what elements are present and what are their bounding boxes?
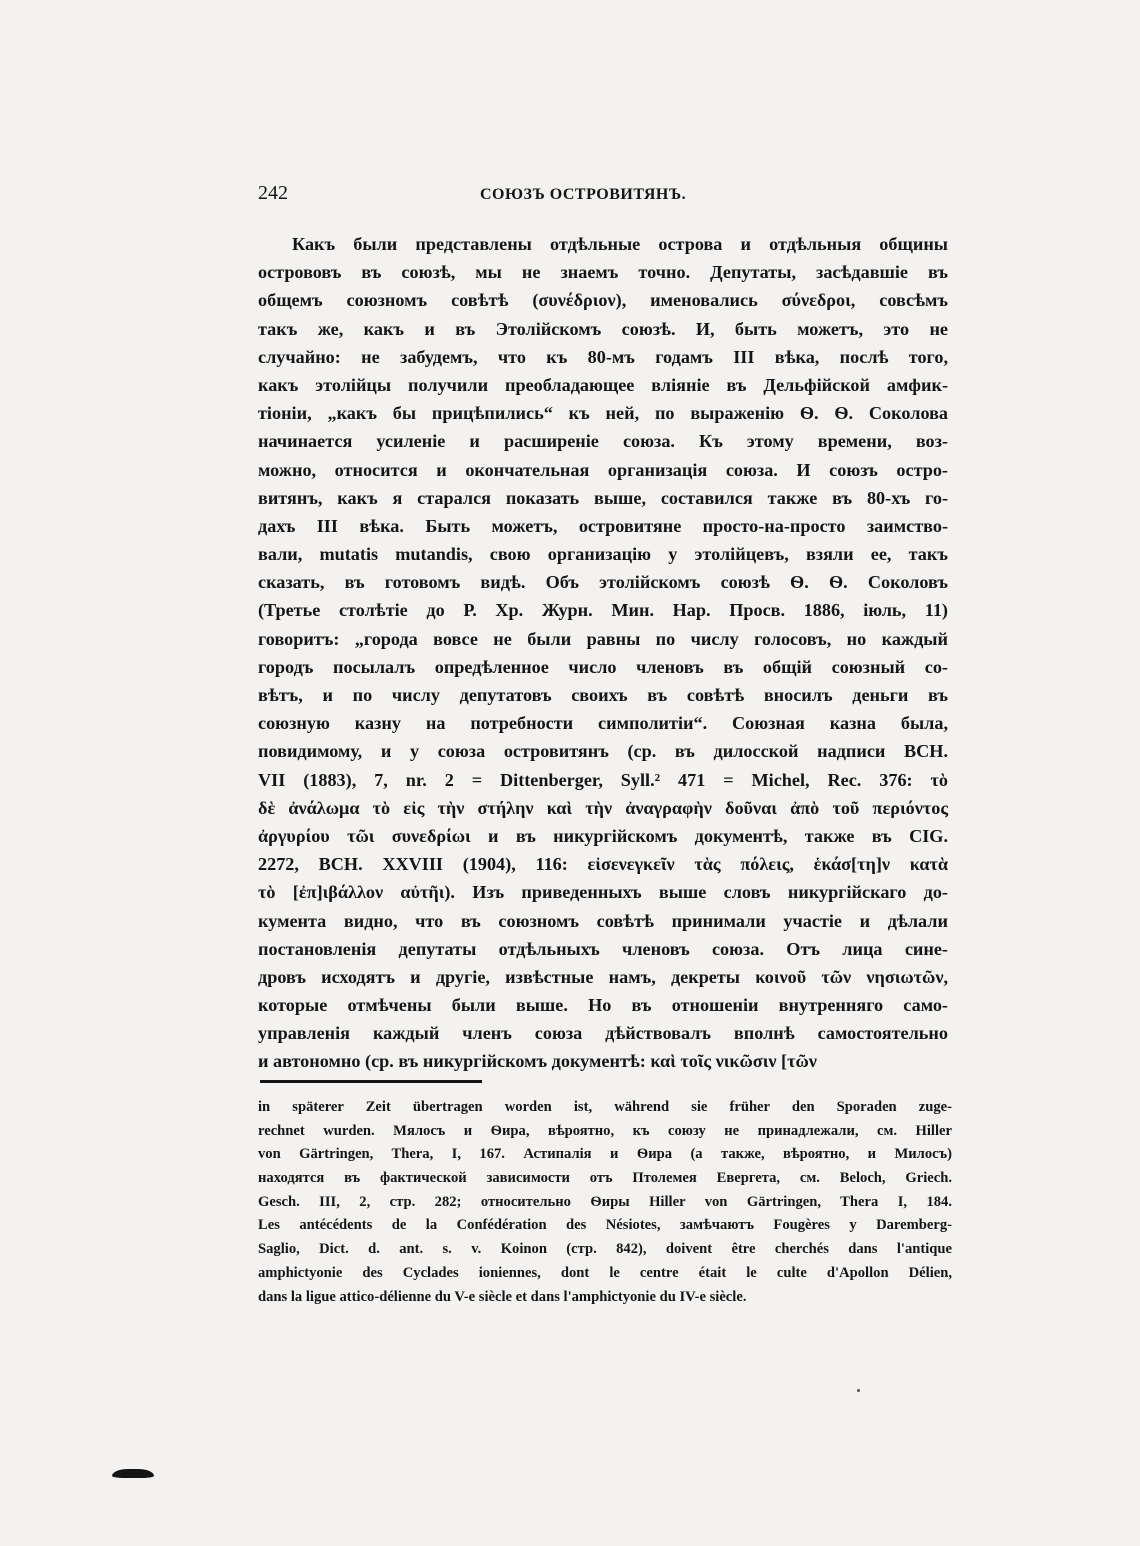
main-text-block <box>258 230 948 1076</box>
text-line: сказать, въ готовомъ видѣ. Объ этолійскомъ союзѣ Ѳ. Ѳ. Соколовъ <box>258 572 948 593</box>
text-line: τὸ [ἐπ]ιβάλλον αὐτῆι). Изъ приведенныхъ выше словъ никургійскаго до- <box>258 882 948 903</box>
text-line: городъ посылалъ опредѣленное число членовъ въ общій союзный со- <box>258 656 948 677</box>
footnote-line: von Gärtringen, Thera, I, 167. Астипалія и Ѳира (а также, вѣроятно, и Милосъ) <box>258 1146 952 1163</box>
text-line: начинается усиленіе и расширеніе союза. Къ этому времени, воз- <box>258 431 948 452</box>
text-line: повидимому, и у союза островитянъ (ср. въ дилосской надписи BCH. <box>258 741 948 762</box>
text-line: и автономно (ср. въ никургійскомъ документѣ: καὶ τοῖς νικῶσιν [τῶν <box>258 1051 817 1072</box>
text-line: какъ этолійцы получили преобладающее вліяніе въ Дельфійской амфик- <box>258 374 948 395</box>
text-line: тіоніи, „какъ бы прицѣпились“ къ ней, по выраженію Ѳ. Ѳ. Соколова <box>258 403 948 424</box>
page-number: 242 <box>258 182 288 204</box>
footnote-line: dans la ligue attico-délienne du V-e siècle et dans l'amphictyonie du IV-e siècle. <box>258 1288 747 1305</box>
footnote-block <box>258 1096 952 1309</box>
running-title: СОЮЗЪ ОСТРОВИТЯНЪ. <box>480 186 687 203</box>
footnote-line: находятся въ фактической зависимости отъ Птолемея Евергета, см. Beloch, Griech. <box>258 1170 952 1187</box>
text-line: витянъ, какъ я старался показать выше, составился также въ 80-хъ го- <box>258 487 948 508</box>
text-line: вѣтъ, и по числу депутатовъ своихъ въ совѣтѣ вносилъ деньги въ <box>258 685 948 705</box>
text-line: случайно: не забудемъ, что къ 80-мъ годамъ III вѣка, послѣ того, <box>258 346 948 367</box>
text-line: можно, относится и окончательная организація союза. И союзъ остро- <box>258 459 948 480</box>
text-line: Какъ были представлены отдѣльные острова и отдѣльныя общины <box>292 234 948 254</box>
footnote-line: Les antécédents de la Confédération des Nésiotes, замѣчаютъ Fougères y Daremberg- <box>258 1217 952 1234</box>
text-line: дахъ III вѣка. Быть можетъ, островитяне просто-на-просто заимство- <box>258 515 948 536</box>
text-line: ἀργυρίου τῶι συνεδρίωι и въ никургійскомъ документѣ, также въ CIG. <box>258 825 948 846</box>
text-line: кумента видно, что въ союзномъ совѣтѣ принимали участіе и дѣлали <box>258 910 948 931</box>
scan-speck <box>857 1389 860 1392</box>
text-line: управленія каждый членъ союза дѣйствовалъ вполнѣ самостоятельно <box>258 1023 948 1044</box>
text-line: дровъ исходятъ и другіе, извѣстные намъ, декреты κοινοῦ τῶν νησιωτῶν, <box>258 966 948 987</box>
text-line: 2272, BCH. XXVIII (1904), 116: εἰσενεγκεῖν τὰς πόλεις, ἑκάσ[τη]ν κατὰ <box>258 854 948 875</box>
footnote-line: Saglio, Dict. d. ant. s. v. Koinon (стр. 842), doivent être cherchés dans l'antique <box>258 1241 952 1258</box>
footnote-line: Gesch. III, 2, стр. 282; относительно Ѳиры Hiller von Gärtringen, Thera I, 184. <box>258 1193 952 1210</box>
footnote-line: amphictyonie des Cyclades ioniennes, dont le centre était le culte d'Apollon Délien, <box>258 1264 952 1281</box>
text-line: говоритъ: „города вовсе не были равны по числу голосовъ, но каждый <box>258 628 948 649</box>
text-line: (Третье столѣтіе до Р. Хр. Журн. Мин. Нар. Просв. 1886, іюль, 11) <box>258 600 948 621</box>
footnote-line: rechnet wurden. Мялосъ и Ѳира, вѣроятно, къ союзу не принадлежали, см. Hiller <box>258 1122 952 1139</box>
text-line: постановленія депутаты отдѣльныхъ членовъ союза. Отъ лица сине- <box>258 938 948 959</box>
page-header <box>258 180 948 210</box>
text-line: острововъ въ союзѣ, мы не знаемъ точно. Депутаты, засѣдавшіе въ <box>258 262 948 283</box>
scan-edge-blot <box>112 1469 154 1478</box>
text-line: общемъ союзномъ совѣтѣ (συνέδριον), именовались σύνεδροι, совсѣмъ <box>258 290 948 311</box>
text-line: δὲ ἀνάλωμα τὸ εἰς τὴν στήλην καὶ τὴν ἀναγραφὴν δοῦναι ἀπὸ τοῦ περιόντος <box>258 797 948 818</box>
text-line: которые отмѣчены были выше. Но въ отношеніи внутренняго само- <box>258 995 948 1016</box>
text-line: такъ же, какъ и въ Этолійскомъ союзѣ. И, быть можетъ, это не <box>258 318 948 339</box>
footnote-divider <box>260 1080 482 1083</box>
text-line: VII (1883), 7, nr. 2 = Dittenberger, Syll.² 471 = Michel, Rec. 376: τὸ <box>258 769 948 790</box>
text-line: вали, mutatis mutandis, свою организацію у этолійцевъ, взяли ее, такъ <box>258 544 948 565</box>
text-line: союзную казну на потребности симполитіи“. Союзная казна была, <box>258 713 948 734</box>
footnote-line: in späterer Zeit übertragen worden ist, während sie früher den Sporaden zuge- <box>258 1099 952 1115</box>
